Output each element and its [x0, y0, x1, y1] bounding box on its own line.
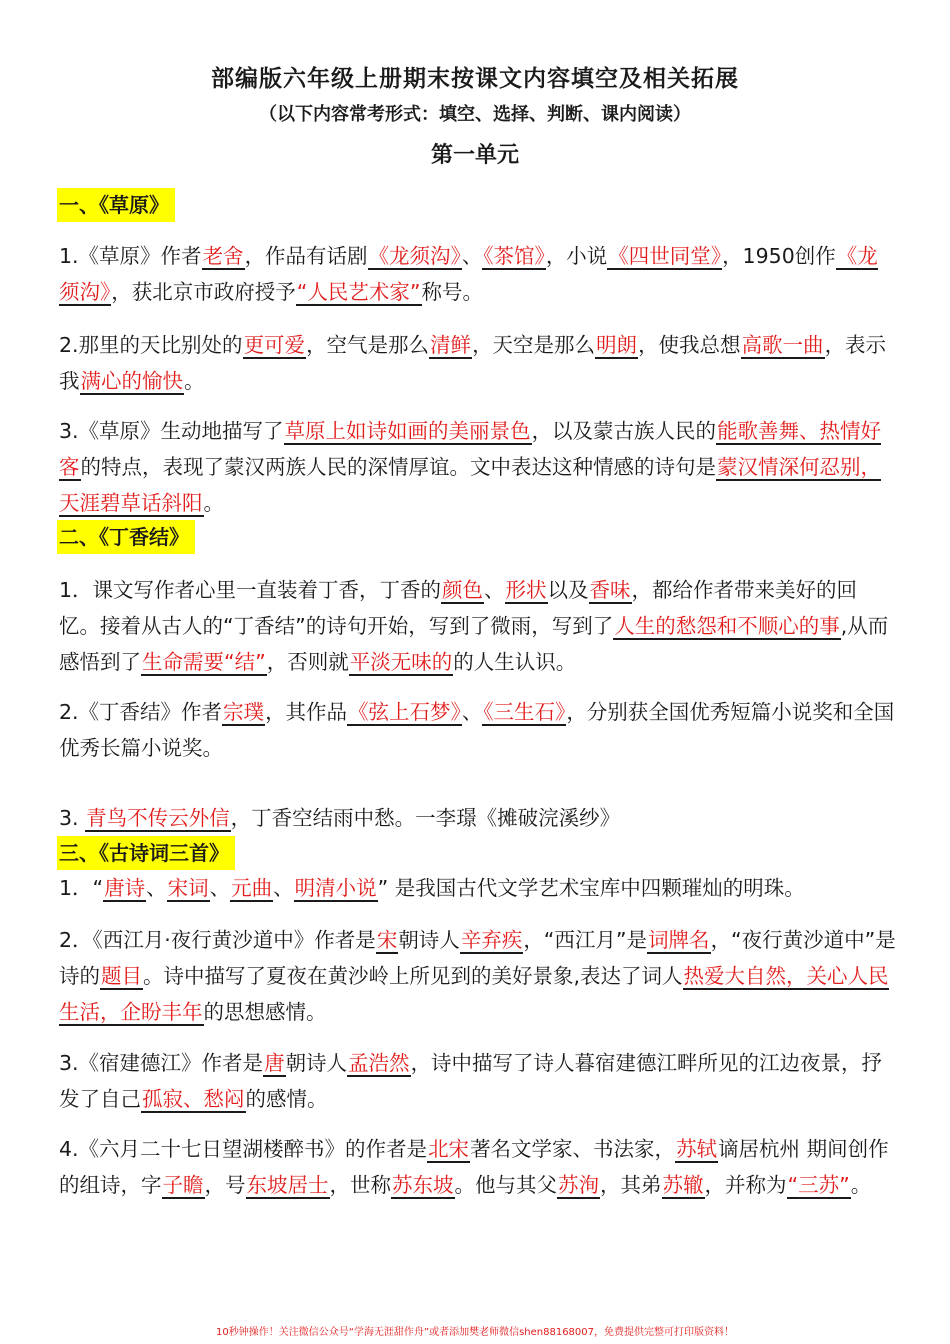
paragraph — [59, 327, 897, 399]
text-run: ，使我总想 — [638, 333, 741, 357]
text-run: 、 — [461, 700, 483, 724]
text-run: 1.《草原》作者 — [59, 244, 202, 268]
answer-blank: 东坡居士 — [246, 1173, 329, 1197]
answer-blank: 宋 — [376, 928, 398, 952]
text-run: 的感情。 — [245, 1087, 328, 1111]
paragraph — [59, 694, 897, 766]
text-run: ，分别获全国优秀短篇小说奖和全国优秀长篇小说奖。 — [59, 700, 895, 760]
section-heading: 一、《草原》 — [57, 188, 175, 222]
section-heading: 二、《丁香结》 — [57, 520, 195, 554]
paragraph — [59, 572, 897, 680]
text-run: 谪居杭州 期间创作的组诗，字 — [59, 1137, 889, 1197]
answer-blank: 《四世同堂》 — [608, 244, 722, 268]
footer-notice: 10秒钟操作！关注微信公众号“学海无涯甜作舟”或者添加樊老师微信shen88168007，免费提供完整可打印版资料！ — [215, 1327, 735, 1338]
answer-blank: 唐诗 — [104, 876, 146, 900]
text-run: ，其弟 — [600, 1173, 662, 1197]
answer-blank: 《弦上石梦》 — [348, 700, 461, 724]
answer-blank: 草原上如诗如画的美丽景色 — [284, 419, 531, 443]
text-run: 。他与其父 — [454, 1173, 557, 1197]
answer-blank: 热爱大自然，关心人民生活，企盼丰年 — [59, 964, 889, 1024]
text-run: ，否则就 — [266, 650, 349, 674]
paragraph — [59, 413, 897, 521]
text-run: ，小说 — [545, 244, 608, 268]
text-run: 、 — [273, 876, 294, 900]
text-run: 1．课文写作者心里一直装着丁香，丁香的 — [59, 578, 442, 602]
answer-blank: “人民艺术家” — [296, 280, 421, 304]
paragraph — [59, 1045, 897, 1117]
text-run: ,从而感悟到了 — [59, 614, 889, 674]
answer-blank: 颜色 — [442, 578, 484, 602]
text-run: 、 — [209, 876, 231, 900]
text-run: 3.《草原》生动地描写了 — [59, 419, 284, 443]
text-run: ，作品有话剧 — [244, 244, 368, 268]
answer-blank: 香味 — [589, 578, 631, 602]
answer-blank: 子瞻 — [162, 1173, 204, 1197]
text-run: 。 — [184, 369, 205, 393]
text-run: ，世称 — [329, 1173, 391, 1197]
text-run: 2.那里的天比别处的 — [59, 333, 243, 357]
text-run: ，其作品 — [265, 700, 348, 724]
page-title: 部编版六年级上册期末按课文内容填空及相关拓展 — [211, 66, 739, 92]
answer-blank: 《龙须沟》 — [59, 244, 878, 304]
text-run: ，“西江月”是 — [523, 928, 648, 952]
answer-blank: 题目 — [101, 964, 142, 988]
text-run: ，获北京市政府授予 — [111, 280, 296, 304]
section-heading: 三、《古诗词三首》 — [57, 836, 235, 870]
text-run: 以及 — [547, 578, 589, 602]
paragraph — [59, 922, 897, 1030]
unit-title: 第一单元 — [430, 143, 519, 168]
text-run: ，号 — [204, 1173, 246, 1197]
text-run: 、 — [484, 578, 505, 602]
answer-blank: 孤寂、愁闷 — [142, 1087, 245, 1111]
page-subtitle: （以下内容常考形式：填空、选择、判断、课内阅读） — [259, 104, 691, 125]
text-run: 著名文学家、书法家， — [470, 1137, 676, 1161]
paragraph — [59, 870, 897, 906]
answer-blank: 唐 — [264, 1051, 285, 1075]
answer-blank: 形状 — [505, 578, 547, 602]
answer-blank: 蒙汉情深何忍别，天涯碧草话斜阳 — [59, 455, 881, 515]
text-run: 朝诗人 — [398, 928, 460, 952]
text-run: 1．“ — [59, 876, 104, 900]
answer-blank: 词牌名 — [648, 928, 710, 952]
text-run: 的思想感情。 — [203, 1000, 327, 1024]
answer-blank: 明朗 — [596, 333, 638, 357]
answer-blank: 老舍 — [202, 244, 244, 268]
answer-blank: 苏洵 — [558, 1173, 599, 1197]
answer-blank: 苏东坡 — [392, 1173, 454, 1197]
text-run: 、 — [461, 244, 483, 268]
text-run: ，天空是那么 — [472, 333, 596, 357]
text-run: ，表示我 — [59, 333, 887, 393]
answer-blank: 更可爱 — [243, 333, 306, 357]
text-run: ，并称为 — [704, 1173, 787, 1197]
text-run: 、 — [146, 876, 167, 900]
answer-blank: 高歌一曲 — [741, 333, 824, 357]
text-run: 3.《宿建德江》作者是 — [59, 1051, 264, 1075]
answer-blank: 孟浩然 — [348, 1051, 410, 1075]
answer-blank: 《三生石》 — [483, 700, 566, 724]
answer-blank: 宋词 — [167, 876, 209, 900]
answer-blank: 满心的愉快 — [80, 369, 183, 393]
answer-blank: 能歌善舞、热情好客 — [59, 419, 882, 479]
text-run: 称号。 — [421, 280, 483, 304]
answer-blank: 《茶馆》 — [483, 244, 545, 268]
text-run: ，1950创作 — [722, 244, 836, 268]
text-run: ，都给作者带来美好的回忆。接着从古人的“丁香结”的诗句开始，写到了微雨，写到了 — [59, 578, 858, 638]
answer-blank: 明清小说 — [294, 876, 377, 900]
answer-blank: 人生的愁怨和不顺心的事 — [614, 614, 840, 638]
answer-blank: 北宋 — [428, 1137, 470, 1161]
text-run: ，丁香空结雨中愁。一李璟《摊破浣溪纱》 — [230, 806, 621, 830]
answer-blank: 清鲜 — [430, 333, 472, 357]
text-run: 朝诗人 — [285, 1051, 348, 1075]
paragraph — [59, 800, 897, 836]
text-run: ，以及蒙古族人民的 — [531, 419, 717, 443]
answer-blank: 平淡无味的 — [349, 650, 453, 674]
answer-blank: 辛弃疾 — [460, 928, 523, 952]
text-run: 2．《西江月·夜行黄沙道中》作者是 — [59, 928, 376, 952]
answer-blank: 《龙须沟》 — [368, 244, 461, 268]
text-run: ，“夜行黄沙道中”是诗的 — [59, 928, 896, 988]
answer-blank: 青鸟不传云外信 — [86, 806, 230, 830]
answer-blank: “三苏” — [787, 1173, 850, 1197]
text-run: 3. — [59, 806, 86, 830]
paragraph — [59, 1131, 897, 1203]
answer-blank: 苏轼 — [676, 1137, 718, 1161]
text-run: 。诗中描写了夏夜在黄沙岭上所见到的美好景象,表达了词人 — [143, 964, 683, 988]
text-run: 的人生认识。 — [453, 650, 577, 674]
paragraph — [59, 238, 897, 310]
text-run: ，诗中描写了诗人暮宿建德江畔所见的江边夜景，抒发了自己 — [59, 1051, 883, 1111]
answer-blank: 元曲 — [231, 876, 273, 900]
text-run: 。 — [850, 1173, 872, 1197]
text-run: ” 是我国古代文学艺术宝库中四颗璀灿的明珠。 — [377, 876, 805, 900]
text-run: ，空气是那么 — [306, 333, 430, 357]
answer-blank: 苏辙 — [662, 1173, 704, 1197]
answer-blank: 宗璞 — [223, 700, 265, 724]
text-run: 4.《六月二十七日望湖楼醉书》的作者是 — [59, 1137, 428, 1161]
text-run: 2.《丁香结》作者 — [59, 700, 223, 724]
text-run: 的特点，表现了蒙汉两族人民的深情厚谊。文中表达这种情感的诗句是 — [80, 455, 716, 479]
answer-blank: 生命需要“结” — [142, 650, 266, 674]
text-run: 。 — [203, 491, 224, 515]
